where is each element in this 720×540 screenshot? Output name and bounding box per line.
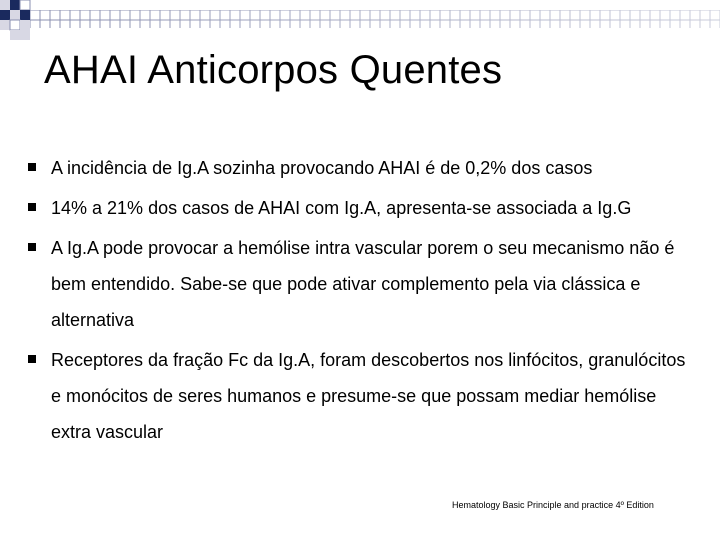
- square-bullet-icon: [28, 163, 36, 171]
- slide-title: AHAI Anticorpos Quentes: [44, 48, 503, 92]
- square-bullet-icon: [28, 203, 36, 211]
- bullet-text: Receptores da fração Fc da Ig.A, foram descobertos nos linfócitos, granulócitos e monócitos de seres humanos e presume-se que possam mediar hemólise extra vascular: [51, 350, 686, 442]
- bullet-item: [28, 150, 698, 186]
- square-bullet-icon: [28, 355, 36, 363]
- square-bullet-icon: [28, 243, 36, 251]
- bullet-text: A incidência de Ig.A sozinha provocando AHAI é de 0,2% dos casos: [51, 158, 593, 178]
- bullet-text: 14% a 21% dos casos de AHAI com Ig.A, apresenta-se associada a Ig.G: [51, 198, 632, 218]
- bullet-text: A Ig.A pode provocar a hemólise intra vascular porem o seu mecanismo não é bem entendido. Sabe-se que pode ativar complemento pela via clássica e alternativa: [51, 238, 675, 330]
- bullet-list: [28, 150, 698, 450]
- source-footnote: Hematology Basic Principle and practice 4º Edition: [452, 500, 654, 510]
- bullet-item: [28, 342, 698, 450]
- bullet-item: [28, 190, 698, 226]
- bullet-item: [28, 230, 698, 338]
